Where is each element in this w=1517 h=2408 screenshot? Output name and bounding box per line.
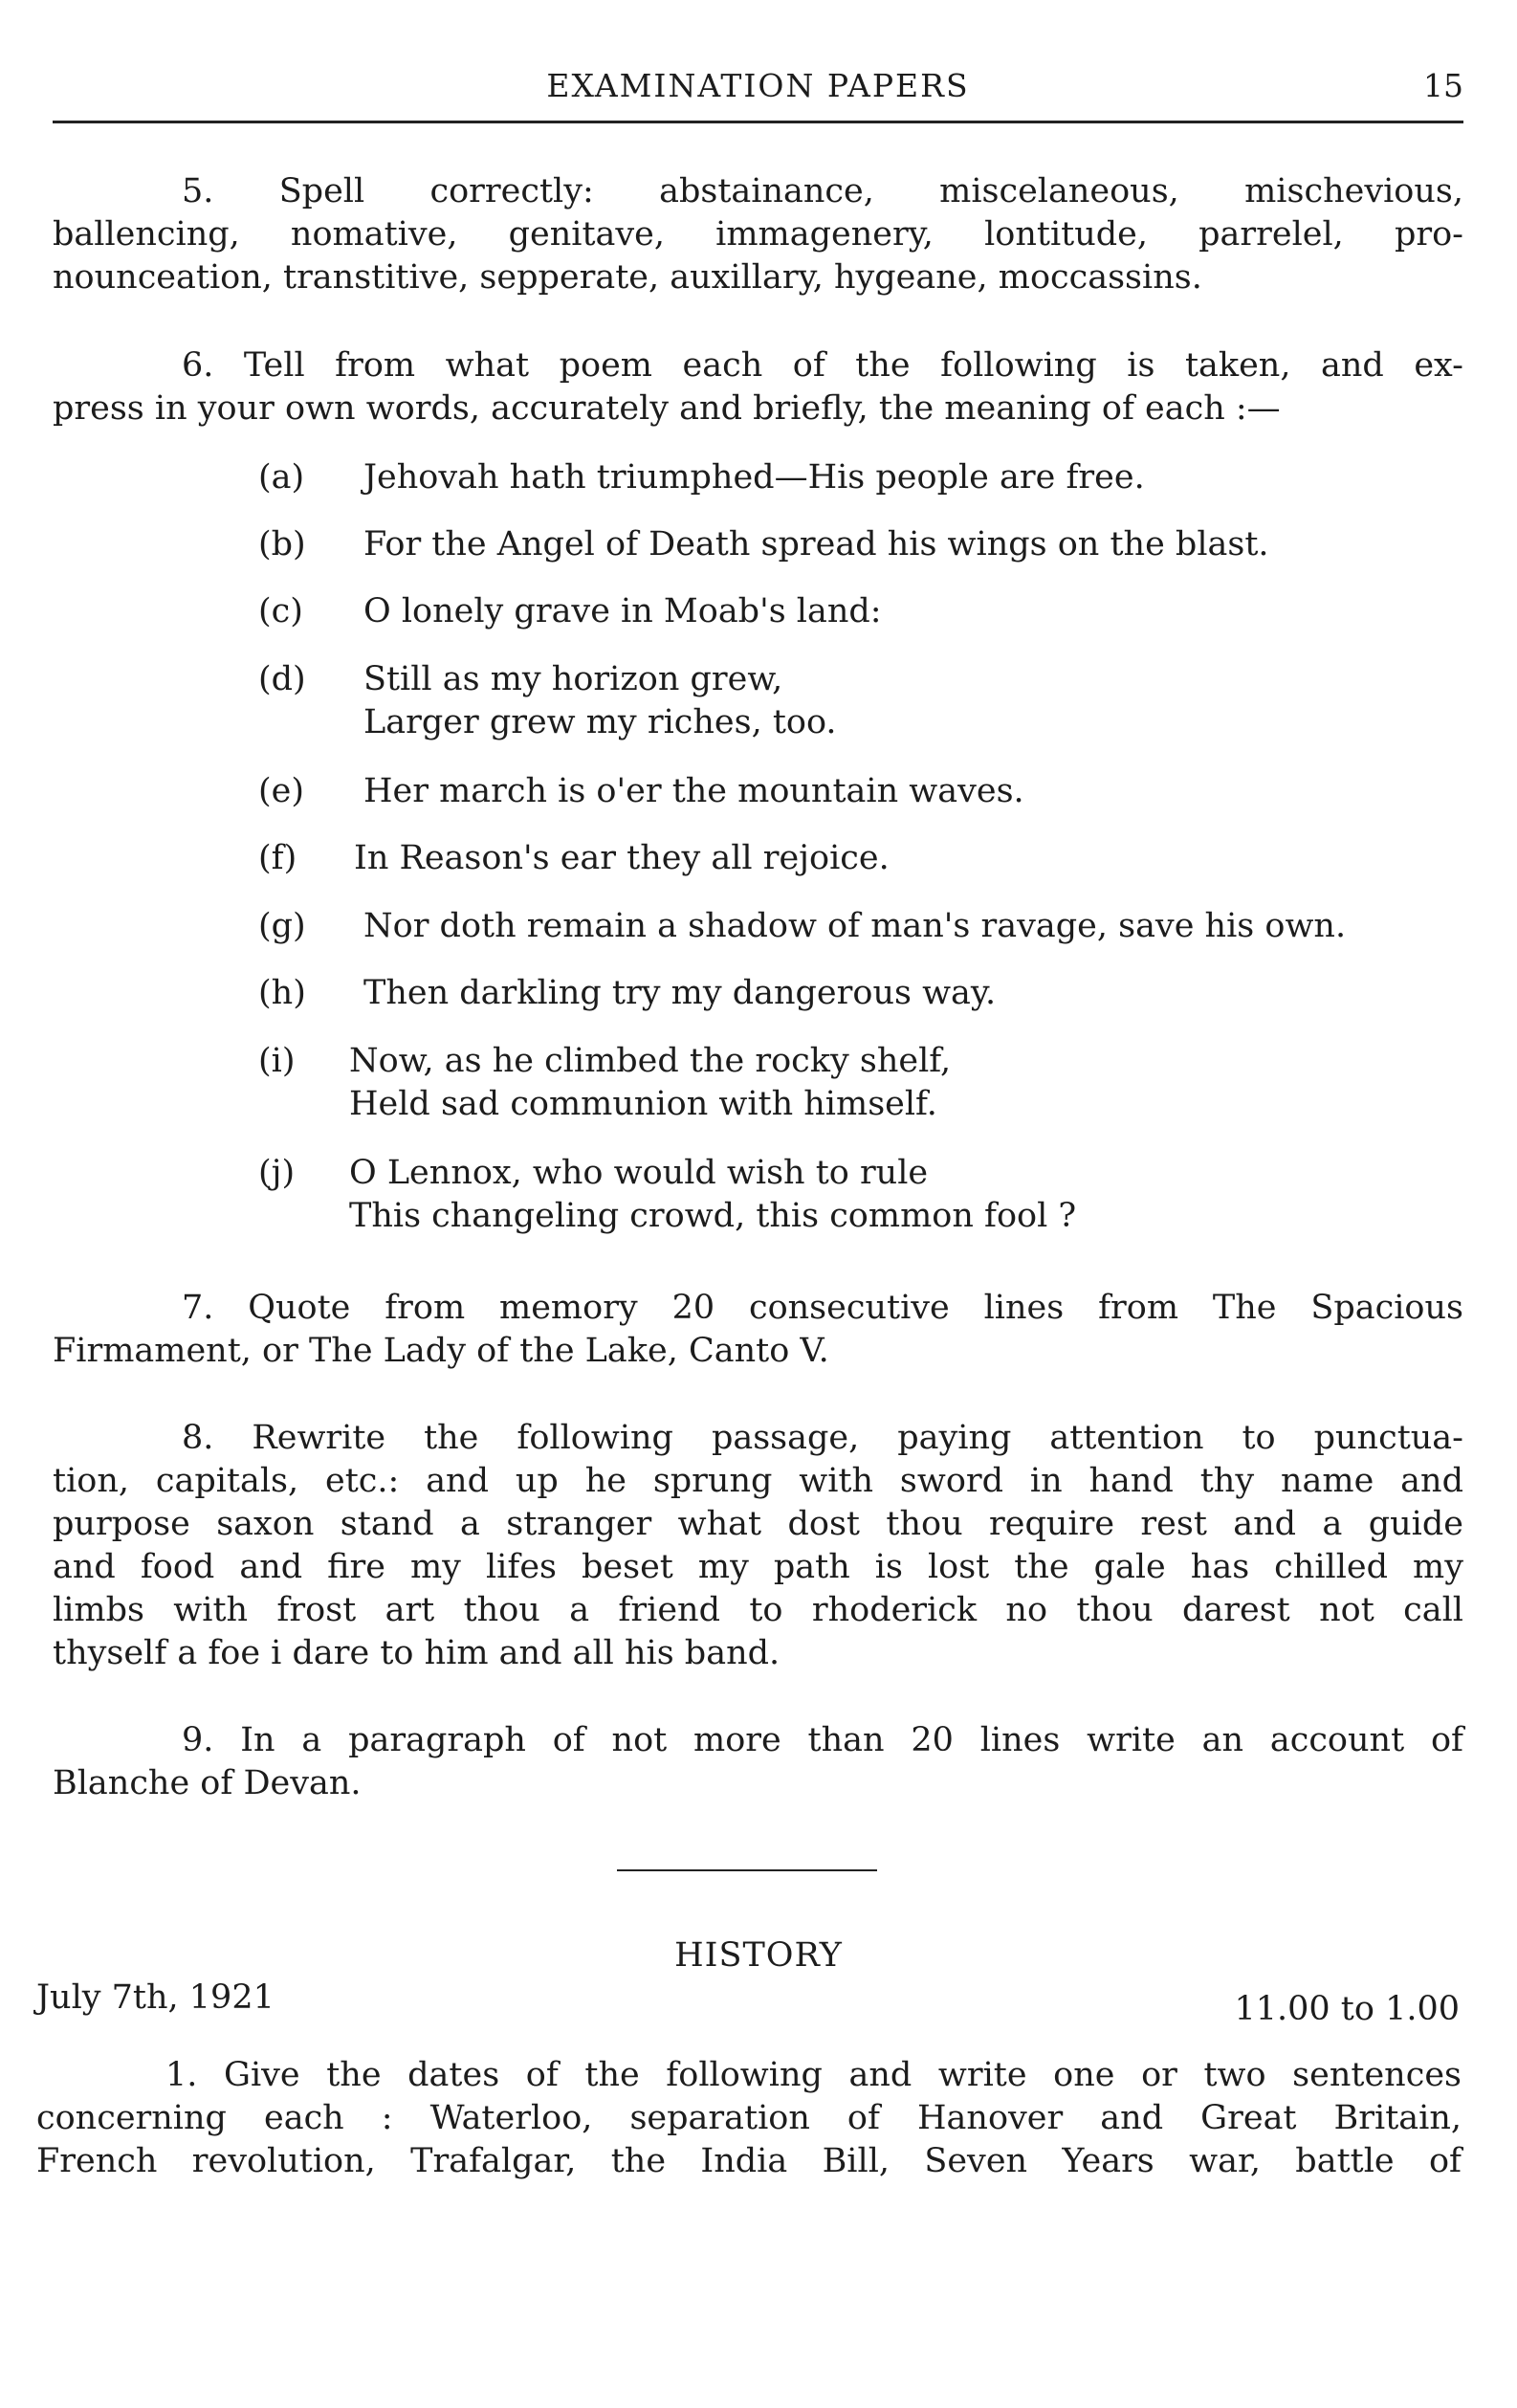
exam-time: 11.00 to 1.00	[1234, 1990, 1460, 2028]
question-6	[53, 344, 1463, 431]
quote-label: (i)	[258, 1042, 296, 1080]
history-heading: HISTORY	[674, 1936, 843, 1975]
quote-label: (f)	[258, 839, 297, 877]
question-9-line: 9. In a paragraph of not more than 20 lines write an account of	[182, 1721, 1463, 1759]
quote-label: (h)	[258, 974, 306, 1012]
history-question-1-line: 1. Give the dates of the following and write one or two sentences	[165, 2056, 1462, 2094]
quote-line: Jehovah hath triumphed—His people are free.	[363, 458, 1145, 497]
quote-label: (a)	[258, 458, 305, 497]
question-9-line: Blanche of Devan.	[53, 1764, 362, 1802]
question-7-line: 7. Quote from memory 20 consecutive lines from The Spacious	[182, 1289, 1463, 1327]
question-8-line: 8. Rewrite the following passage, paying attention to punctua-	[182, 1419, 1463, 1457]
quote-line: O lonely grave in Moab's land:	[363, 592, 882, 630]
question-8-line: and food and fire my lifes beset my path is lost the gale has chilled my	[53, 1548, 1463, 1586]
history-question-1-line: French revolution, Trafalgar, the India Bill, Seven Years war, battle of	[36, 2142, 1462, 2180]
quote-label: (b)	[258, 525, 306, 563]
quote-line: In Reason's ear they all rejoice.	[354, 839, 890, 877]
exam-date: July 7th, 1921	[36, 1978, 275, 2017]
quote-label: (e)	[258, 772, 305, 810]
quote-line: Her march is o'er the mountain waves.	[363, 772, 1024, 810]
quote-line: Larger grew my riches, too.	[363, 703, 837, 741]
question-8-line: thyself a foe i dare to him and all his band.	[53, 1634, 780, 1672]
question-6-line: press in your own words, accurately and briefly, the meaning of each :—	[53, 389, 1281, 428]
quote-line: This changeling crowd, this common fool ?	[349, 1197, 1077, 1235]
question-5-line: ballencing, nomative, genitave, immagenery, lontitude, parrelel, pro-	[53, 215, 1463, 254]
quote-line: Nor doth remain a shadow of man's ravage, save his own.	[363, 907, 1347, 945]
question-9	[53, 1719, 1463, 1805]
section-divider	[617, 1869, 877, 1871]
question-8-line: purpose saxon stand a stranger what dost thou require rest and a guide	[53, 1505, 1463, 1543]
quote-label: (c)	[258, 592, 303, 630]
running-head	[53, 63, 1463, 123]
quote-line: O Lennox, who would wish to rule	[349, 1154, 929, 1192]
question-5	[53, 170, 1463, 299]
quote-line: Then darkling try my dangerous way.	[363, 974, 997, 1012]
quote-label: (j)	[258, 1154, 296, 1192]
question-5-line: nounceation, transtitive, sepperate, auxillary, hygeane, moccassins.	[53, 258, 1202, 297]
quote-label: (g)	[258, 907, 306, 945]
question-5-line: 5. Spell correctly: abstainance, miscelaneous, mischevious,	[182, 172, 1463, 210]
quote-line: For the Angel of Death spread his wings on the blast.	[363, 525, 1269, 563]
question-8-line: limbs with frost art thou a friend to rhoderick no thou darest not call	[53, 1591, 1463, 1629]
quote-line: Still as my horizon grew,	[363, 660, 783, 698]
question-8	[53, 1417, 1463, 1675]
history-question-1-line: concerning each : Waterloo, separation of Hanover and Great Britain,	[36, 2099, 1462, 2137]
quote-label: (d)	[258, 660, 306, 698]
page-number: 15	[1423, 67, 1463, 104]
history-question-1	[36, 2054, 1462, 2183]
question-8-line: tion, capitals, etc.: and up he sprung with sword in hand thy name and	[53, 1462, 1463, 1500]
question-7-line: Firmament, or The Lady of the Lake, Canto V.	[53, 1332, 829, 1370]
question-6-line: 6. Tell from what poem each of the following is taken, and ex-	[182, 346, 1463, 385]
quote-line: Now, as he climbed the rocky shelf,	[349, 1042, 952, 1080]
question-7	[53, 1287, 1463, 1373]
quote-line: Held sad communion with himself.	[349, 1085, 937, 1123]
running-title: EXAMINATION PAPERS	[546, 67, 970, 104]
